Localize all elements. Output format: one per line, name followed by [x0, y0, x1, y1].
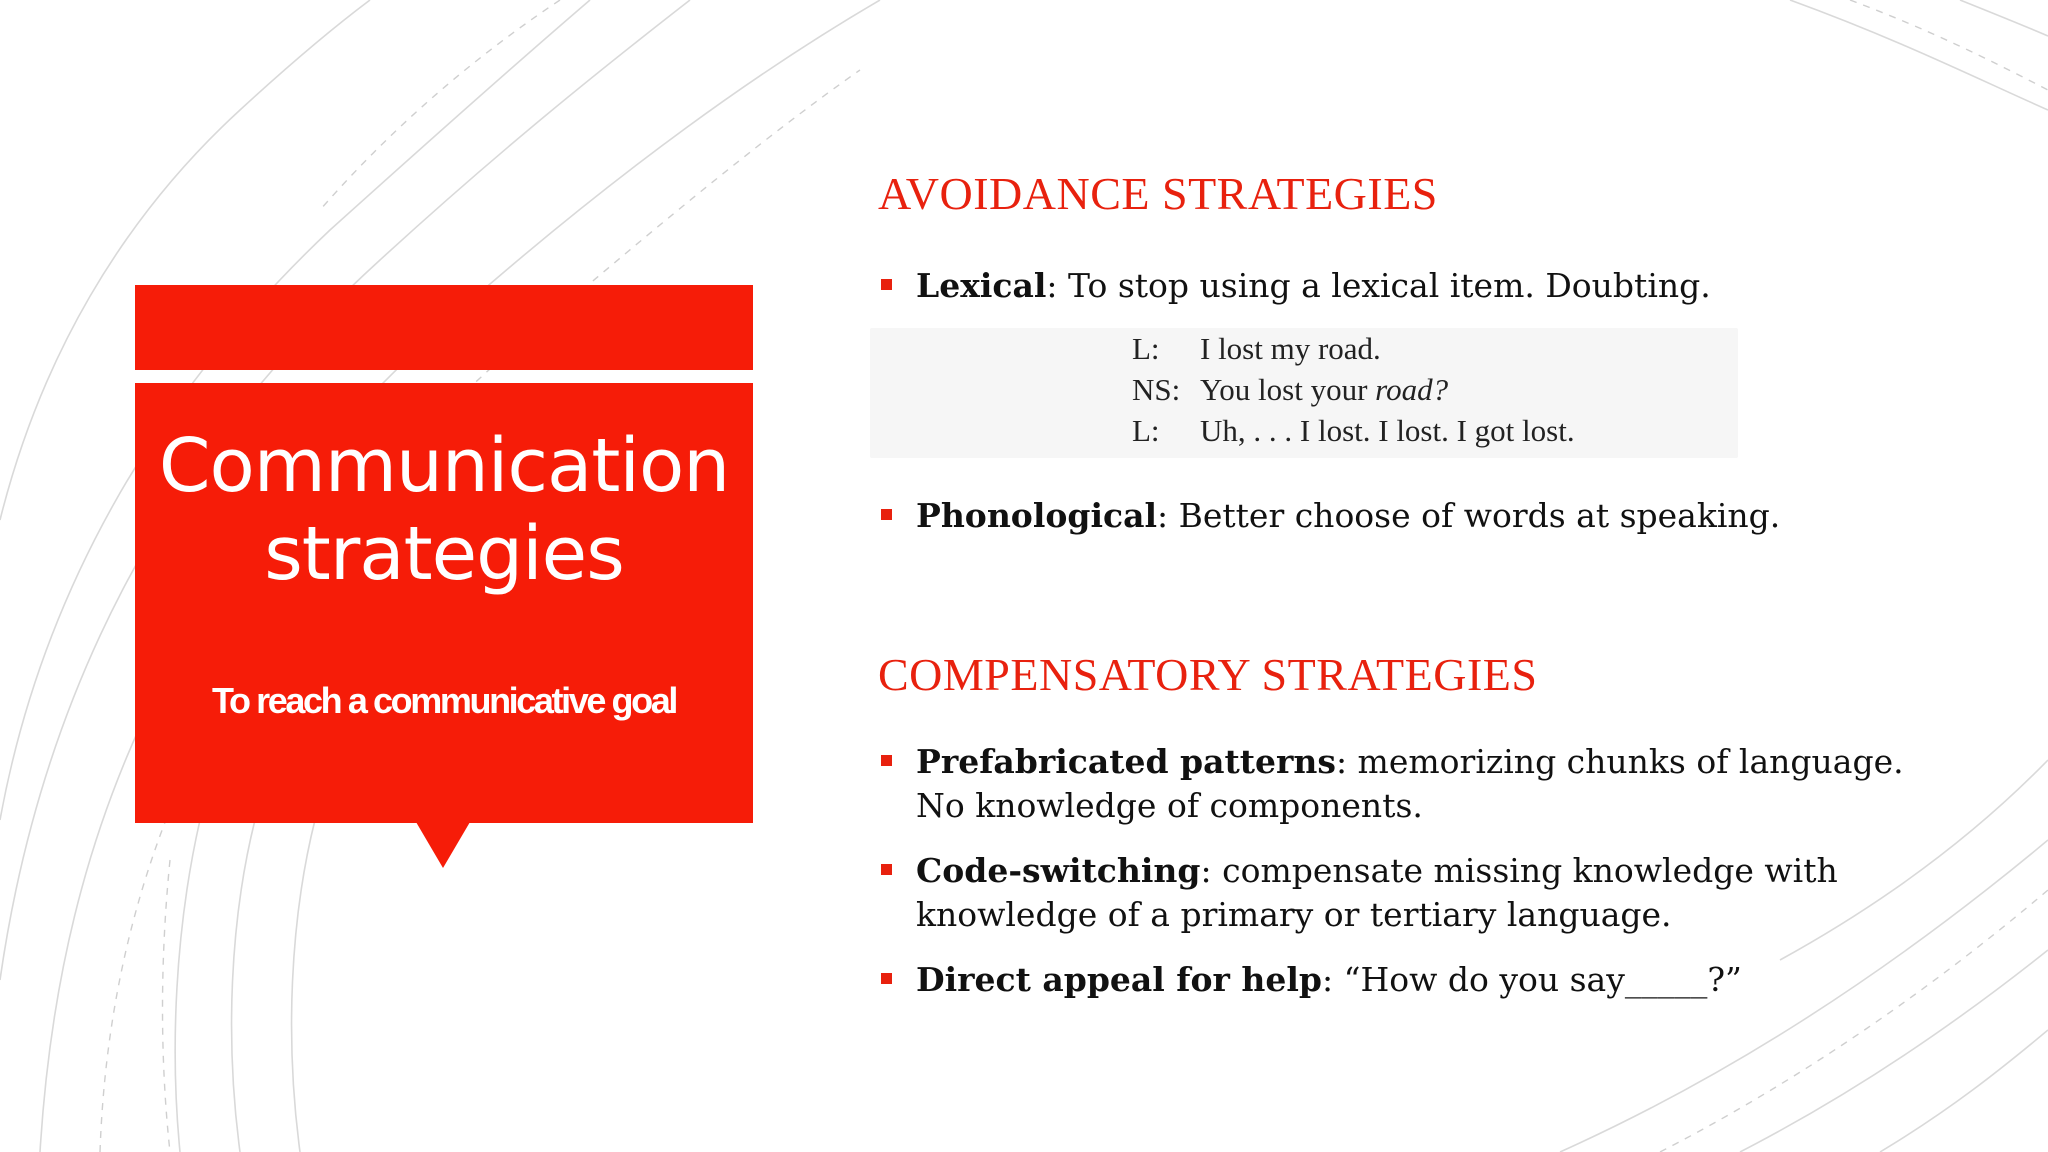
bullet-marker — [881, 864, 892, 875]
dialogue-speaker: L: — [1132, 331, 1160, 366]
bullet-phonological — [878, 494, 1978, 538]
bullet-description: : memorizing chunks of language. — [1335, 742, 1904, 781]
bullet-term: Direct appeal for help — [916, 960, 1322, 999]
compensatory-heading: COMPENSATORY STRATEGIES — [878, 649, 1538, 700]
bullet-description: : “How do you say_____?” — [1321, 960, 1742, 999]
dialogue-utterance: Uh, . . . I lost. I lost. I got lost. — [1200, 413, 1575, 448]
bullet-term: Prefabricated patterns — [916, 742, 1336, 781]
bullet-text — [916, 958, 1978, 1002]
bullet-marker — [881, 509, 892, 520]
bullet-marker — [881, 973, 892, 984]
bullet-description: : Better choose of words at speaking. — [1157, 496, 1781, 535]
dialogue-speaker: L: — [1132, 413, 1160, 448]
bullet-description-continued: No knowledge of components. — [916, 786, 1423, 825]
dialogue-utterance: You lost your — [1200, 372, 1376, 407]
dialogue-utterance: I lost my road. — [1200, 331, 1381, 366]
dialogue-example — [870, 328, 1738, 458]
bullet-description: : To stop using a lexical item. Doubting. — [1046, 266, 1711, 305]
bullet-lexical — [878, 264, 1978, 308]
bullet-prefabricated-patterns — [878, 740, 1978, 828]
bullet-description-continued: knowledge of a primary or tertiary language. — [916, 895, 1672, 934]
dialogue-speaker: NS: — [1132, 372, 1181, 407]
title-accent-bar — [135, 285, 753, 370]
dialogue-line — [1132, 330, 1381, 368]
bullet-text — [916, 849, 1978, 937]
dialogue-line — [1132, 371, 1448, 409]
slide-title-line-2: strategies — [264, 511, 624, 597]
bullet-direct-appeal — [878, 958, 1978, 1002]
bullet-text — [916, 264, 1978, 308]
bullet-term: Lexical — [916, 266, 1047, 305]
bullet-text — [916, 740, 1978, 828]
bullet-text — [916, 494, 1978, 538]
bullet-description: : compensate missing knowledge with — [1200, 851, 1838, 890]
slide-subtitle: To reach a communicative goal — [212, 680, 676, 721]
dialogue-emphasis: road? — [1375, 372, 1449, 407]
bullet-code-switching — [878, 849, 1978, 937]
slide-title — [135, 422, 753, 598]
dialogue-line — [1132, 412, 1575, 450]
slide-title-line-1: Communication — [158, 423, 730, 509]
bullet-term: Phonological — [916, 496, 1157, 535]
bullet-marker — [881, 755, 892, 766]
avoidance-heading: AVOIDANCE STRATEGIES — [878, 168, 1438, 219]
bullet-term: Code-switching — [916, 851, 1201, 890]
bullet-marker — [881, 279, 892, 290]
